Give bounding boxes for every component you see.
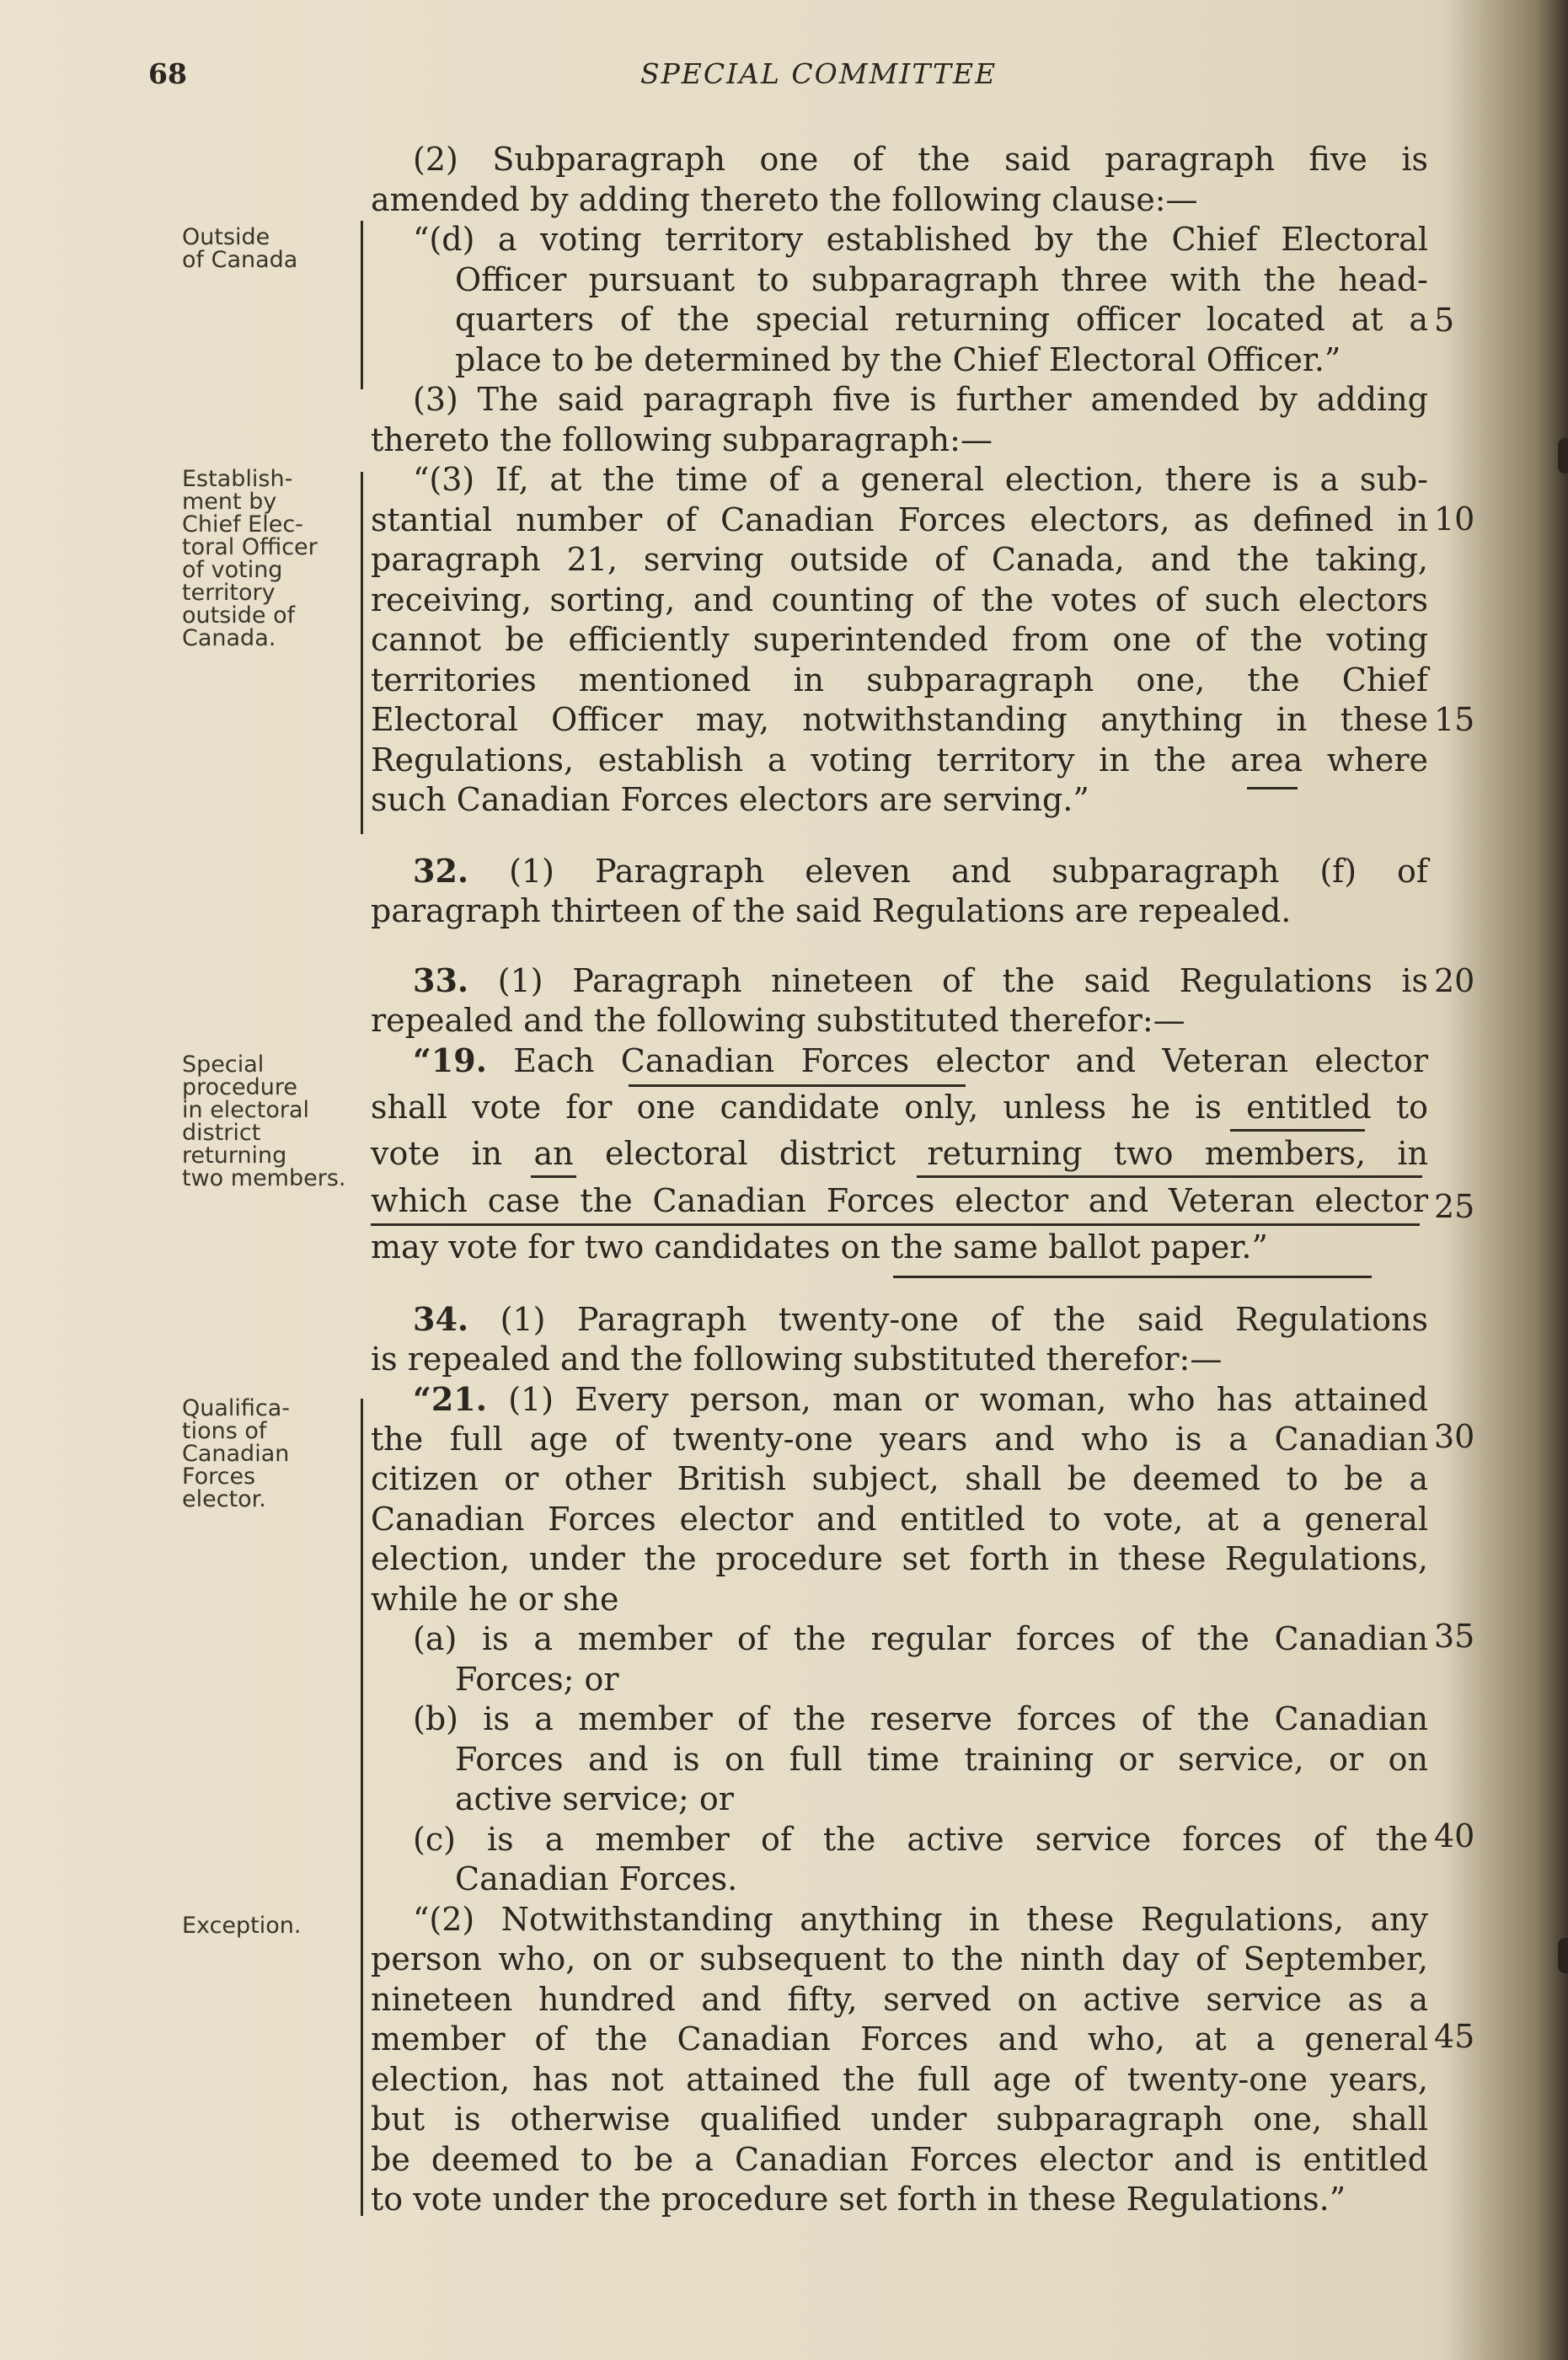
text-span: (1) Paragraph eleven and subparagraph (f) of: [468, 853, 1428, 890]
line-number: 10: [1434, 500, 1475, 538]
line-number: 25: [1434, 1188, 1475, 1225]
line-number: 5: [1434, 302, 1455, 339]
text-line: (2) Subparagraph one of the said paragraph five is: [413, 141, 1428, 178]
text-line: shall vote for one candidate only, unless he is entitled to: [371, 1088, 1428, 1126]
text-line: the full age of twenty-one years and who is a Canadian: [371, 1420, 1428, 1458]
marginal-line: Chief Elec-: [182, 511, 303, 538]
exception-line: person who, on or subsequent to the ninth day of September,: [371, 1940, 1428, 1977]
exception-line: “(2) Notwithstanding anything in these Regulations, any: [413, 1900, 1428, 1938]
text-line: Regulations, establish a voting territory in the area where: [371, 741, 1428, 779]
text-span: (1) Paragraph nineteen of the said Regulations is: [468, 962, 1428, 999]
sideline-rule: [361, 1399, 363, 2216]
text-line: paragraph 21, serving outside of Canada, and the taking,: [371, 541, 1428, 578]
text-line: while he or she: [371, 1580, 619, 1618]
text-line: citizen or other British subject, shall be deemed to be a: [371, 1460, 1428, 1497]
section-34: [371, 1299, 1428, 2220]
marginal-line: of Canada: [182, 247, 298, 273]
text-line: Canadian Forces elector and entitled to vote, at a general: [371, 1500, 1428, 1538]
text-line: amended by adding thereto the following clause:—: [371, 180, 1198, 218]
text-line: territories mentioned in subparagraph one, the Chief: [371, 661, 1428, 698]
text-line: vote in an electoral district returning two members, in: [371, 1135, 1428, 1172]
exception-line: be deemed to be a Canadian Forces elector and is entitled: [371, 2140, 1428, 2178]
text-line: repealed and the following substituted therefor:—: [371, 1001, 1185, 1039]
exception-line: but is otherwise qualified under subparagraph one, shall: [371, 2100, 1428, 2138]
text-line: [371, 1041, 1428, 1081]
text-line: quarters of the special returning officer located at a: [455, 301, 1428, 338]
book-binding: [1548, 0, 1568, 2360]
paragraph-amendment-2: [371, 140, 1428, 821]
line-number: 20: [1434, 962, 1475, 999]
marginal-line: Qualifica-: [182, 1395, 291, 1421]
line-number: 45: [1434, 2018, 1475, 2055]
sideline-rule: [361, 472, 363, 834]
exception-line: member of the Canadian Forces and who, at a general: [371, 2020, 1428, 2058]
text-line: [371, 1299, 1428, 1340]
marginal-note-special-procedure: [182, 1053, 345, 1190]
clause-c-line: Canadian Forces.: [455, 1860, 738, 1897]
section-number: “21.: [413, 1380, 487, 1418]
text-line: election, under the procedure set forth in these Regulations,: [371, 1540, 1428, 1577]
marginal-line: procedure: [182, 1074, 297, 1100]
text-line: place to be determined by the Chief Electoral Officer.”: [455, 340, 1341, 378]
marginal-line: tions of: [182, 1418, 267, 1444]
clause-a-line: (a) is a member of the regular forces of the Canadian: [413, 1620, 1428, 1657]
marginal-line: Establish-: [182, 466, 293, 492]
line-number: 30: [1434, 1418, 1475, 1455]
text-line: thereto the following subparagraph:—: [371, 420, 993, 458]
clause-b-line: Forces and is on full time training or service, or on: [455, 1740, 1428, 1778]
marginal-line: elector.: [182, 1486, 266, 1512]
text-line: receiving, sorting, and counting of the votes of such electors: [371, 581, 1428, 618]
text-line: “(d) a voting territory established by the Chief Electoral: [413, 221, 1428, 258]
marginal-line: Canada.: [182, 625, 276, 651]
text-line: may vote for two candidates on the same ballot paper.”: [371, 1228, 1268, 1266]
marginal-note-exception: [182, 1914, 301, 1937]
marginal-line: returning: [182, 1143, 287, 1169]
section-33: [371, 961, 1428, 1268]
exception-line: election, has not attained the full age of twenty-one years,: [371, 2060, 1428, 2098]
exception-line: to vote under the procedure set forth in these Regulations.”: [371, 2181, 1346, 2218]
marginal-line: Special: [182, 1052, 265, 1078]
marginal-line: Exception.: [182, 1913, 302, 1939]
underline-mark: [893, 1276, 1372, 1278]
marginal-line: toral Officer: [182, 534, 318, 560]
text-span: Each Canadian Forces elector and Veteran elector: [486, 1042, 1428, 1079]
text-line: (3) The said paragraph five is further amended by adding: [413, 381, 1428, 418]
clause-b-line: active service; or: [455, 1780, 734, 1817]
text-line: Officer pursuant to subparagraph three with the head-: [455, 260, 1428, 298]
text-line: paragraph thirteen of the said Regulations are repealed.: [371, 891, 1292, 929]
running-head: SPECIAL COMMITTEE: [640, 57, 998, 90]
section-number: “19.: [413, 1041, 487, 1079]
marginal-note-establishment: [182, 468, 318, 650]
marginal-line: in electoral: [182, 1097, 310, 1123]
line-number: 35: [1434, 1618, 1475, 1655]
marginal-note-qualifications: [182, 1397, 290, 1511]
section-number: 34.: [413, 1300, 469, 1338]
text-span: (1) Every person, man or woman, who has attained: [486, 1381, 1428, 1418]
text-line: Electoral Officer may, notwithstanding anything in these: [371, 701, 1428, 738]
section-number: 32.: [413, 852, 469, 890]
page-number: 68: [148, 57, 187, 90]
line-number: 40: [1434, 1817, 1475, 1854]
text-span: (1) Paragraph twenty-one of the said Regulations: [468, 1301, 1428, 1338]
text-line: cannot be efficiently superintended from one of the voting: [371, 621, 1428, 658]
marginal-line: ment by: [182, 489, 277, 515]
text-line: [371, 1379, 1428, 1420]
binding-mark: [1558, 438, 1568, 474]
marginal-note-outside-canada: [182, 226, 297, 271]
marginal-line: of voting: [182, 557, 283, 583]
marginal-line: two members.: [182, 1165, 346, 1191]
text-line: stantial number of Canadian Forces electors, as defined in: [371, 500, 1428, 538]
binding-mark: [1558, 1938, 1568, 1973]
section-number: 33.: [413, 961, 469, 999]
section-32: [371, 851, 1428, 931]
text-line: which case the Canadian Forces elector and Veteran elector: [371, 1181, 1428, 1219]
line-number: 15: [1434, 701, 1475, 738]
text-line: “(3) If, at the time of a general election, there is a sub-: [413, 461, 1428, 498]
marginal-line: Canadian: [182, 1441, 290, 1467]
clause-c-line: (c) is a member of the active service forces of the: [413, 1820, 1428, 1858]
text-line: [371, 961, 1428, 1001]
text-line: is repealed and the following substituted therefor:—: [371, 1340, 1223, 1378]
exception-line: nineteen hundred and fifty, served on active service as a: [371, 1980, 1428, 2018]
text-line: [371, 851, 1428, 891]
marginal-line: district: [182, 1120, 261, 1146]
marginal-line: Outside: [182, 224, 270, 250]
clause-b-line: (b) is a member of the reserve forces of the Canadian: [413, 1700, 1428, 1737]
text-line: such Canadian Forces electors are serving.”: [371, 781, 1089, 818]
sideline-rule: [361, 221, 363, 389]
clause-a-line: Forces; or: [455, 1660, 619, 1698]
marginal-line: territory: [182, 580, 276, 606]
marginal-line: Forces: [182, 1464, 256, 1490]
marginal-line: outside of: [182, 602, 296, 629]
